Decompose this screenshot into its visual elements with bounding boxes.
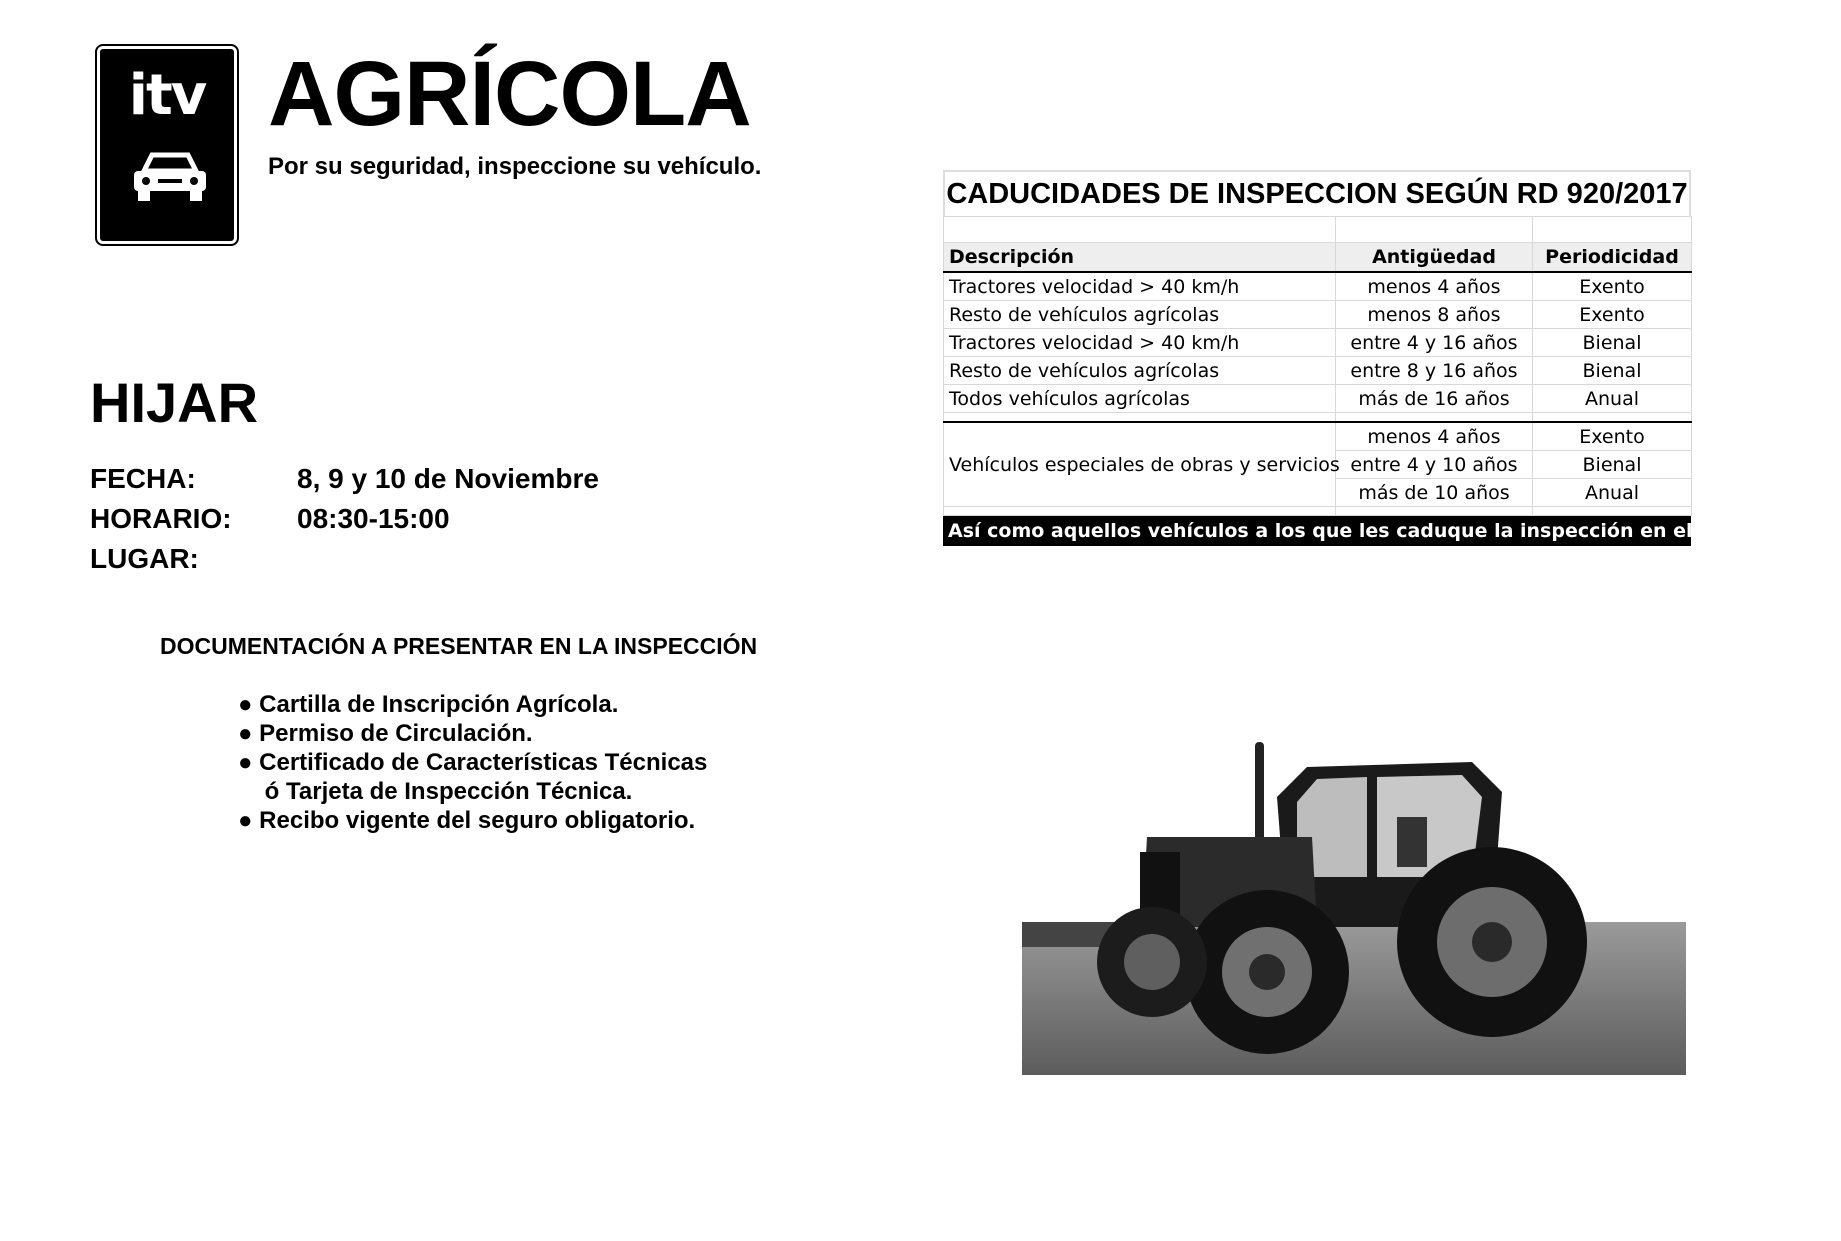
table-header-row xyxy=(944,243,1692,273)
cell-descripcion: Tractores velocidad > 40 km/h xyxy=(944,272,1336,301)
cell-periodicidad: Exento xyxy=(1533,301,1692,329)
document-item: ó Tarjeta de Inspección Técnica. xyxy=(238,778,633,805)
cell-antiguedad: entre 4 y 16 años xyxy=(1336,329,1533,357)
cell-descripcion: Tractores velocidad > 40 km/h xyxy=(944,329,1336,357)
lugar-label: LUGAR: xyxy=(90,543,199,574)
inspection-table xyxy=(943,170,1841,546)
column-header-periodicidad: Periodicidad xyxy=(1533,243,1692,273)
table-row xyxy=(944,329,1692,357)
table-row xyxy=(944,357,1692,385)
town-name: HIJAR xyxy=(90,371,259,434)
table-row xyxy=(944,272,1692,301)
cell-periodicidad: Exento xyxy=(1533,272,1692,301)
cell-antiguedad: entre 4 y 10 años xyxy=(1336,451,1533,479)
tractor-photo xyxy=(1022,737,1686,1075)
fecha-value: 8, 9 y 10 de Noviembre xyxy=(297,463,599,494)
horario-value: 08:30-15:00 xyxy=(297,503,450,534)
page-subtitle: Por su seguridad, inspeccione su vehículo. xyxy=(268,153,762,180)
cell-antiguedad: menos 4 años xyxy=(1336,422,1533,451)
table-row xyxy=(944,422,1692,451)
cell-descripcion-special: Vehículos especiales de obras y servicios xyxy=(944,422,1336,507)
car-icon xyxy=(130,149,210,209)
table-title: CADUCIDADES DE INSPECCION SEGÚN RD 920/2017 xyxy=(943,170,1691,216)
documents-list xyxy=(238,690,707,835)
document-item: ● Certificado de Características Técnicas xyxy=(238,749,708,776)
table-spacer-row xyxy=(944,217,1692,243)
cell-antiguedad: más de 16 años xyxy=(1336,385,1533,413)
itv-logo xyxy=(97,46,237,244)
column-header-antiguedad: Antigüedad xyxy=(1336,243,1533,273)
table-spacer-row xyxy=(944,507,1692,516)
page-title: AGRÍCOLA xyxy=(268,43,751,145)
document-item: ● Recibo vigente del seguro obligatorio. xyxy=(238,807,696,834)
table-row xyxy=(944,385,1692,413)
documents-heading: DOCUMENTACIÓN A PRESENTAR EN LA INSPECCIÓN xyxy=(160,633,758,659)
document-item: ● Cartilla de Inscripción Agrícola. xyxy=(238,691,619,718)
cell-periodicidad: Bienal xyxy=(1533,451,1692,479)
cell-periodicidad: Bienal xyxy=(1533,329,1692,357)
cell-antiguedad: menos 8 años xyxy=(1336,301,1533,329)
logo-text: itv xyxy=(128,63,206,128)
cell-periodicidad: Anual xyxy=(1533,479,1692,507)
table-footer-note: Así como aquellos vehículos a los que les caduque la inspección en el presente año xyxy=(943,516,1691,546)
table-row xyxy=(944,301,1692,329)
fecha-label: FECHA: xyxy=(90,463,196,494)
cell-periodicidad: Anual xyxy=(1533,385,1692,413)
document-item: ● Permiso de Circulación. xyxy=(238,720,533,747)
cell-antiguedad: menos 4 años xyxy=(1336,272,1533,301)
table-grid xyxy=(943,216,1692,516)
cell-antiguedad: más de 10 años xyxy=(1336,479,1533,507)
column-header-descripcion: Descripción xyxy=(944,243,1336,273)
cell-descripcion: Todos vehículos agrícolas xyxy=(944,385,1336,413)
horario-label: HORARIO: xyxy=(90,503,232,534)
cell-periodicidad: Exento xyxy=(1533,422,1692,451)
cell-descripcion: Resto de vehículos agrícolas xyxy=(944,357,1336,385)
table-separator-row xyxy=(944,413,1692,423)
cell-descripcion: Resto de vehículos agrícolas xyxy=(944,301,1336,329)
cell-antiguedad: entre 8 y 16 años xyxy=(1336,357,1533,385)
cell-periodicidad: Bienal xyxy=(1533,357,1692,385)
